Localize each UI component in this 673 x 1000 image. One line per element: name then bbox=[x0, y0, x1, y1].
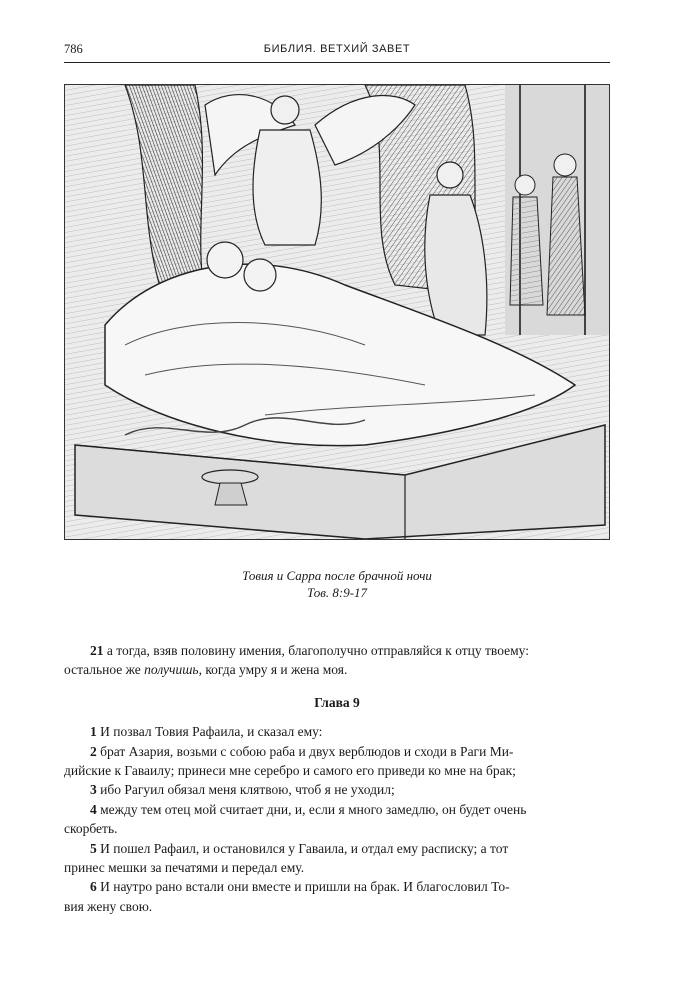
verse-text-fragment: брат Азария, возьми с собою раба и двух верблюдов и сходи в Раги Ми- bbox=[96, 743, 514, 759]
page-number: 786 bbox=[64, 42, 83, 56]
verse-number: 4 bbox=[90, 801, 97, 817]
engraving-illustration bbox=[64, 84, 610, 540]
verse-5-line-2: принес мешки за печатями и передал ему. bbox=[64, 860, 305, 876]
verse-text-fragment: ибо Рагуил обязал меня клятвою, чтоб я не уходил; bbox=[96, 782, 395, 798]
verse-number: 5 bbox=[90, 840, 97, 856]
verse-4-line-2: скорбеть. bbox=[64, 821, 118, 837]
verse-1 bbox=[64, 722, 610, 741]
engraving-illustration-icon bbox=[65, 85, 609, 539]
verse-2-line-1 bbox=[64, 742, 610, 761]
verse-4-line-1 bbox=[64, 800, 610, 819]
emphasis-word: получишь bbox=[144, 662, 199, 678]
verse-text-fragment: остальное же bbox=[64, 662, 145, 678]
verse-text-fragment: между тем отец мой считает дни, и, если я много замедлю, он будет очень bbox=[96, 801, 527, 817]
verse-21-line-2 bbox=[64, 660, 610, 679]
verse-text-fragment: И пошел Рафаил, и остановился у Гаваила, и отдал ему расписку; а тот bbox=[96, 840, 509, 856]
verse-number: 3 bbox=[90, 782, 97, 798]
verse-text-fragment: И наутро рано встали они вместе и пришли на брак. И благословил То- bbox=[96, 879, 510, 895]
verse-6-line-1 bbox=[64, 877, 610, 896]
verse-5-line-1 bbox=[64, 839, 610, 858]
verse-number: 21 bbox=[90, 643, 104, 658]
verse-number: 6 bbox=[90, 879, 97, 895]
verse-number: 2 bbox=[90, 743, 97, 759]
verse-text-fragment: , когда умру я и жена моя. bbox=[198, 662, 348, 678]
verse-text-fragment: а тогда, взяв половину имения, благополучно отправляйся к отцу твоему: bbox=[103, 643, 529, 658]
verse-text-fragment: И позвал Товия Рафаила, и сказал ему: bbox=[96, 724, 323, 740]
verse-number: 1 bbox=[90, 724, 97, 740]
verse-text bbox=[64, 641, 610, 916]
running-header bbox=[64, 40, 610, 63]
chapter-title: Глава 9 bbox=[314, 694, 360, 710]
caption-title: Товия и Сарра после брачной ночи bbox=[242, 568, 432, 583]
caption-reference: Тов. 8:9-17 bbox=[306, 585, 368, 600]
verse-21-line-1 bbox=[64, 641, 610, 660]
verse-6-line-2: вия жену свою. bbox=[64, 898, 153, 914]
verse-2-line-2: дийские к Гаваилу; принеси мне серебро и самого его приведи ко мне на брак; bbox=[64, 763, 516, 779]
running-title: БИБЛИЯ. ВЕТХИЙ ЗАВЕТ bbox=[263, 43, 411, 55]
verse-3 bbox=[64, 780, 610, 799]
